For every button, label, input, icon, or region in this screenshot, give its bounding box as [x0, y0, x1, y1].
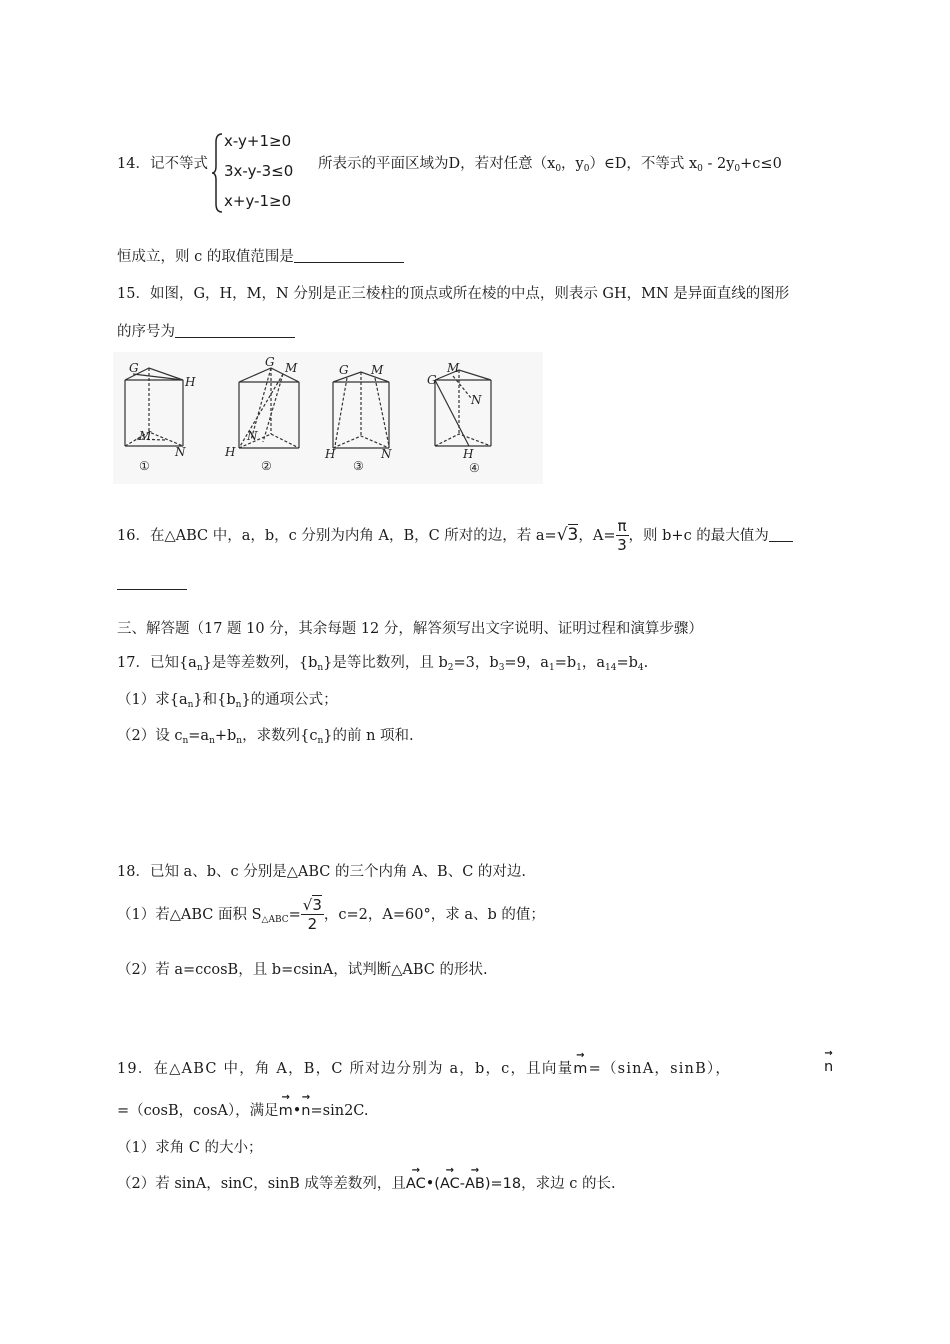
- t: }是等差数列，{b: [202, 655, 318, 671]
- figure-1-number: ①: [139, 459, 150, 473]
- t: .: [643, 655, 649, 671]
- left-brace-icon: [212, 132, 224, 214]
- q18-part2: （2）若 a=ccosB，且 b=csinA，试判断△ABC 的形状.: [117, 962, 488, 978]
- t: =b: [616, 655, 638, 671]
- t: （1）求{a: [117, 692, 188, 708]
- q16-text-c: ，则 b+c 的最大值为: [628, 528, 769, 544]
- sqrt-radicand: 3: [312, 896, 322, 914]
- label-g: G: [265, 355, 275, 369]
- paren: (: [434, 1176, 440, 1192]
- label-n: N: [175, 445, 186, 459]
- q15-line1: 15．如图，G，H，M，N 分别是正三棱柱的顶点或所在棱的中点，则表示 GH，MN 是异面直线的图形: [117, 286, 790, 302]
- t: +b: [214, 728, 237, 744]
- sub-zero: 0: [583, 164, 590, 174]
- frac-num: π: [617, 517, 627, 535]
- t: =9，a: [504, 655, 549, 671]
- prism-figures: [113, 352, 543, 484]
- sub-zero: 0: [734, 164, 741, 174]
- q17-part1: [117, 688, 338, 710]
- q17-line1: [117, 651, 648, 673]
- answer-blank[interactable]: [175, 323, 295, 338]
- q14-line2: [117, 245, 404, 266]
- q19-part2: [117, 1172, 616, 1193]
- figure-3-number: ③: [353, 459, 364, 473]
- inequality-1: x-y+1≥0: [224, 132, 292, 150]
- pi-over-3: [616, 518, 629, 554]
- t: =18: [490, 1176, 522, 1192]
- q19-line1: [117, 1057, 731, 1078]
- t: =sin2C.: [310, 1103, 369, 1119]
- t: =（cosB，cosA），满足: [117, 1103, 279, 1119]
- q15-line2-text: 的序号为: [117, 324, 175, 340]
- label-m: M: [447, 361, 460, 375]
- sub-n: n: [236, 736, 243, 746]
- inequality-system: [212, 132, 322, 216]
- vector-ac: → AC: [406, 1176, 426, 1192]
- q16-text-b: ，A=: [578, 528, 616, 544]
- t: ，求数列{c: [242, 728, 318, 744]
- q14-text-c: ）∈D，不等式 x: [589, 156, 698, 172]
- q15-line2: [117, 320, 295, 341]
- sub-zero: 0: [697, 164, 703, 174]
- q19-line2: [117, 1099, 368, 1120]
- q18-line1: 18．已知 a、b、c 分别是△ABC 的三个内角 A、B、C 的对边.: [117, 864, 527, 880]
- label-n: N: [471, 393, 482, 407]
- minus: -: [459, 1176, 465, 1192]
- sub-area: △ABC: [261, 915, 289, 925]
- t: }是等比数列，且 b: [323, 655, 448, 671]
- q14-prefix: 14．记不等式: [117, 156, 208, 172]
- sub-n: n: [187, 700, 194, 710]
- sub-n: n: [317, 663, 324, 673]
- vector-ac: → AC: [440, 1176, 460, 1192]
- sub-n: n: [317, 736, 324, 746]
- label-g: G: [339, 363, 349, 377]
- sub-n: n: [182, 736, 189, 746]
- q14-text-e: +c≤0: [740, 156, 782, 172]
- label-g: G: [129, 361, 139, 375]
- vector-m: → m: [279, 1103, 293, 1119]
- t: =b: [554, 655, 577, 671]
- sub: 14: [605, 663, 617, 673]
- sub-n: n: [235, 700, 242, 710]
- t: 17．已知{a: [117, 655, 197, 671]
- frac-num: √3: [302, 896, 322, 914]
- sub: 3: [498, 663, 505, 673]
- inequality-2: 3x-y-3≤0: [224, 162, 294, 180]
- answer-blank[interactable]: [769, 527, 793, 542]
- t: ，c=2，A=60°，求 a、b 的值；: [323, 907, 545, 923]
- sqrt3-over-2: [301, 897, 324, 933]
- sub: 2: [447, 663, 454, 673]
- frac-den: 2: [307, 915, 318, 933]
- label-g: G: [427, 373, 437, 387]
- t: （2）若 sinA，sinC，sinB 成等差数列，且: [117, 1176, 406, 1192]
- q14-line2-text: 恒成立，则 c 的取值范围是: [117, 249, 294, 265]
- paren: ): [484, 1176, 491, 1192]
- t: }的通项公式；: [241, 692, 338, 708]
- sub-n: n: [209, 736, 215, 746]
- answer-blank-cont[interactable]: [117, 587, 187, 590]
- frac-den: 3: [617, 536, 627, 554]
- t: }的前 n 项和.: [323, 728, 414, 744]
- q16-line: [117, 515, 793, 556]
- q16-text-a: 16．在△ABC 中，a，b，c 分别为内角 A，B，C 所对的边，若 a=: [117, 528, 557, 544]
- vector-ab: → AB: [465, 1176, 485, 1192]
- label-m: M: [371, 363, 384, 377]
- sqrt-symbol: √3: [556, 525, 579, 545]
- label-n: N: [381, 447, 392, 461]
- t: ，求边 c 的长.: [521, 1176, 616, 1192]
- q19-part1: （1）求角 C 的大小；: [117, 1140, 263, 1156]
- sub: 1: [576, 663, 582, 673]
- sub-zero: 0: [555, 164, 562, 174]
- vector-n: → n: [824, 1059, 833, 1075]
- label-m: M: [285, 361, 298, 375]
- t: （1）若△ABC 面积 S: [117, 907, 262, 923]
- section-heading: 三、解答题（17 题 10 分，其余每题 12 分，解答须写出文字说明、证明过程和演算步骤）: [117, 621, 703, 637]
- figure-4-number: ④: [469, 461, 480, 475]
- sub: 1: [548, 663, 555, 673]
- t: =a: [188, 728, 210, 744]
- t: ，a: [581, 655, 606, 671]
- label-h: H: [325, 447, 336, 461]
- label-m: M: [139, 429, 152, 443]
- q14-text-a: 所表示的平面区域为D，若对任意（x: [318, 156, 556, 172]
- t: =: [288, 907, 301, 923]
- inequality-3: x+y-1≥0: [224, 192, 292, 210]
- label-h: H: [185, 375, 196, 389]
- q14-text: [318, 152, 782, 174]
- t: =（sinA，sinB），: [588, 1061, 732, 1077]
- sqrt-radicand: 3: [567, 525, 579, 545]
- dot: •: [292, 1103, 302, 1119]
- vector-m: → m: [573, 1061, 588, 1077]
- label-h: H: [463, 447, 474, 461]
- q17-part2: [117, 724, 414, 746]
- answer-blank[interactable]: [294, 248, 404, 263]
- t: （2）设 c: [117, 728, 183, 744]
- t: =3，b: [453, 655, 499, 671]
- q14-text-d: - 2y: [702, 156, 735, 172]
- label-h: H: [225, 445, 236, 459]
- label-n: N: [247, 429, 258, 443]
- q14-text-b: ，y: [561, 156, 584, 172]
- vector-n: → n: [301, 1103, 310, 1119]
- t: 19．在△ABC 中，角 A，B，C 所对边分别为 a，b，c，且向量: [117, 1061, 574, 1077]
- sub: 4: [637, 663, 644, 673]
- q18-part1: [117, 893, 545, 942]
- figure-2-number: ②: [261, 459, 272, 473]
- dot: •: [425, 1176, 435, 1192]
- sub-n: n: [196, 663, 203, 673]
- t: }和{b: [193, 692, 236, 708]
